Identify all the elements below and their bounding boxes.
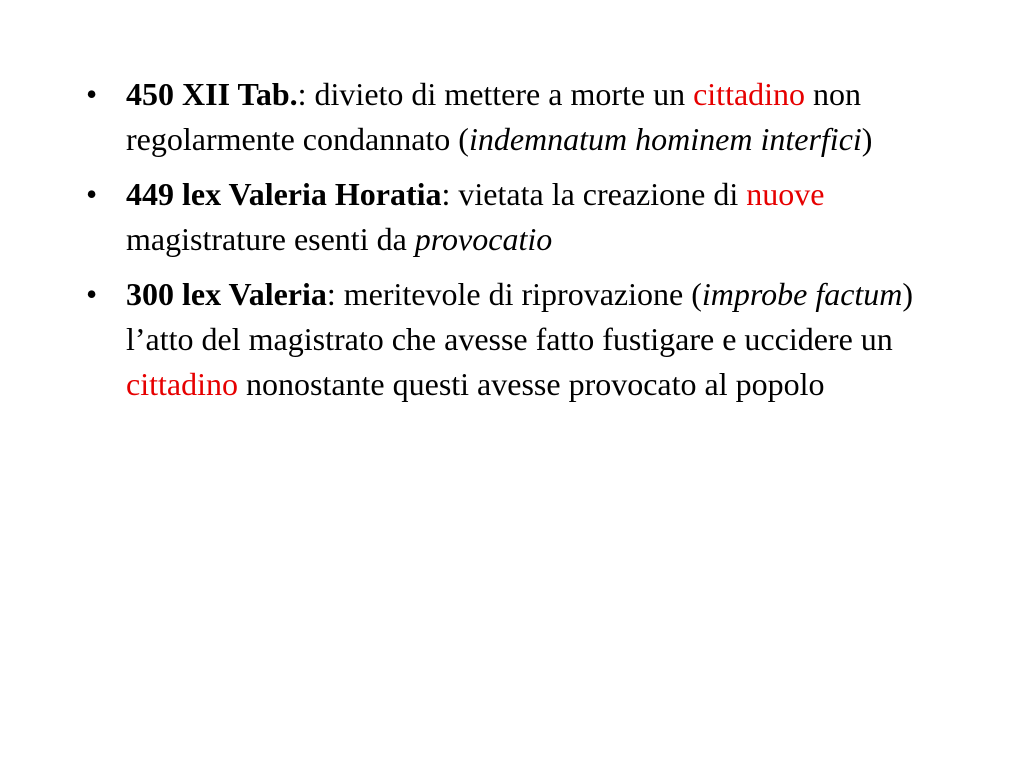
latin-term: indemnatum hominem interfici [468, 121, 862, 157]
highlight-text: cittadino [693, 76, 806, 112]
bullet-item-xii-tab [86, 72, 986, 162]
bullet-text: non regolarmente condannato ( [126, 76, 862, 157]
bullet-icon: • [86, 76, 98, 112]
bullet-text: : meritevole di riprovazione ( [326, 276, 702, 312]
bullet-item-lex-valeria [86, 272, 986, 407]
bullet-heading: 449 lex Valeria Horatia [126, 176, 442, 212]
bullet-text: : divieto di mettere a morte un [297, 76, 694, 112]
latin-term: improbe factum [701, 276, 903, 312]
bullet-icon: • [86, 176, 98, 212]
bullet-list [86, 72, 986, 417]
latin-term: provocatio [414, 221, 553, 257]
highlight-text: nuove [746, 176, 825, 212]
bullet-text: ) l’atto del magistrato che avesse fatto fustigare e uccidere un [126, 276, 914, 357]
bullet-text: : vietata la creazione di [441, 176, 747, 212]
bullet-text: magistrature esenti da [126, 221, 415, 257]
highlight-text: cittadino [126, 366, 238, 402]
bullet-icon: • [86, 276, 98, 312]
bullet-heading: 450 XII Tab. [126, 76, 298, 112]
bullet-text: ) [861, 121, 873, 157]
bullet-item-lex-valeria-horatia [86, 172, 986, 262]
bullet-heading: 300 lex Valeria [126, 276, 327, 312]
bullet-text: nonostante questi avesse provocato al popolo [237, 366, 825, 402]
